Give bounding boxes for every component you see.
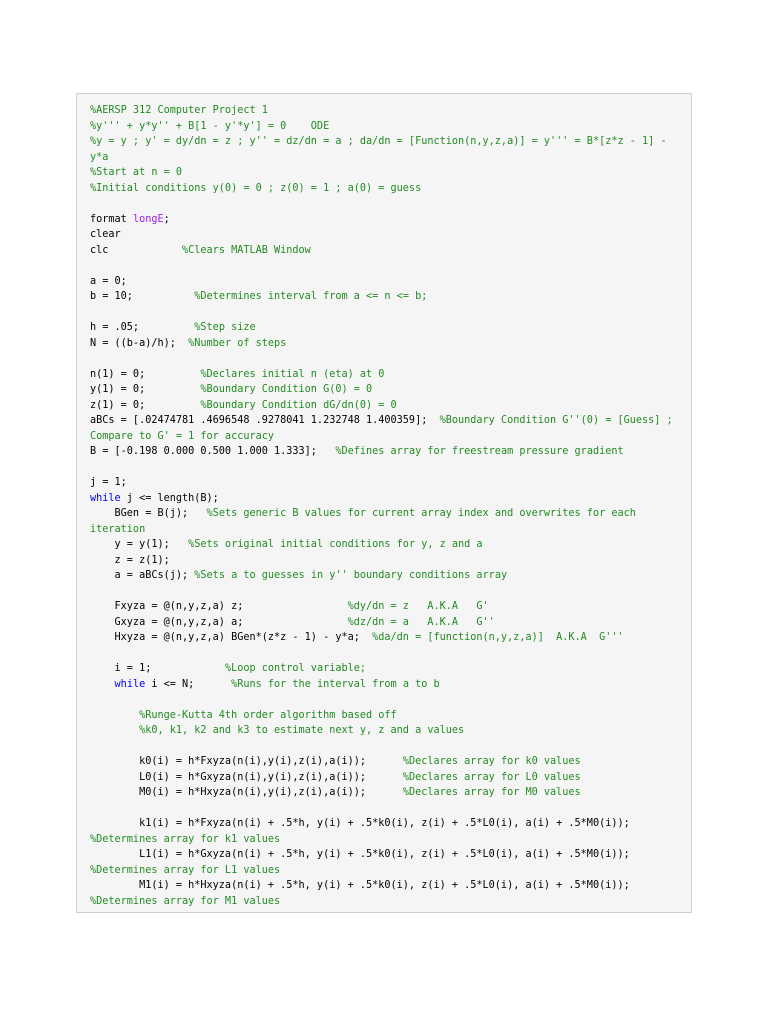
code-line bbox=[90, 336, 691, 352]
code-text: i <= N; bbox=[145, 678, 232, 690]
code-line bbox=[90, 630, 691, 646]
code-text: L1(i) = h*Gxyza(n(i) + .5*h, y(i) + .5*k0(i), z(i) + .5*L0(i), a(i) + .5*M0(i)); bbox=[90, 849, 630, 860]
code-text: y(1) = 0; bbox=[90, 384, 201, 395]
code-comment: %Boundary Condition G(0) = 0 bbox=[200, 384, 373, 395]
code-comment: %Declares array for L0 values bbox=[402, 771, 581, 783]
code-comment: %Clears MATLAB Window bbox=[182, 244, 311, 256]
code-line bbox=[90, 785, 691, 801]
blank-line bbox=[90, 801, 691, 817]
code-line bbox=[90, 274, 691, 290]
code-comment: %Determines array for L1 values bbox=[90, 864, 281, 876]
code-comment: %Determines array for M1 values bbox=[90, 895, 281, 907]
code-text: M1(i) = h*Hxyza(n(i) + .5*h, y(i) + .5*k0(i), z(i) + .5*L0(i), a(i) + .5*M0(i)); bbox=[90, 880, 630, 891]
code-line bbox=[90, 878, 691, 894]
code-line bbox=[90, 413, 691, 429]
code-line bbox=[90, 165, 691, 181]
code-comment: iteration bbox=[90, 523, 146, 535]
code-text: Fxyza = @(n,y,z,a) z; bbox=[90, 601, 348, 612]
code-comment: %y = y ; y' = dy/dn = z ; y'' = dz/dn = a ; da/dn = [Function(n,y,z,a)] = y''' = B*[z*z - 1] - bbox=[90, 136, 667, 147]
code-comment: %Boundary Condition dG/dn(0) = 0 bbox=[200, 399, 397, 411]
code-comment: %Sets original initial conditions for y, z and a bbox=[188, 539, 483, 550]
code-line bbox=[90, 103, 691, 119]
matlab-code-listing bbox=[90, 103, 691, 909]
code-panel bbox=[76, 93, 692, 913]
code-line bbox=[90, 568, 691, 584]
code-text: j <= length(B); bbox=[120, 492, 219, 504]
code-text: b = 10; bbox=[90, 291, 195, 302]
code-comment: %Defines array for freestream pressure gradient bbox=[335, 446, 624, 457]
code-line bbox=[90, 816, 691, 832]
code-line bbox=[90, 599, 691, 615]
code-keyword: while bbox=[114, 678, 146, 690]
code-comment: %Sets a to guesses in y'' boundary conditions array bbox=[194, 570, 508, 581]
code-line bbox=[90, 134, 691, 150]
code-comment: %AERSP 312 Computer Project 1 bbox=[90, 105, 268, 116]
code-comment: %Declares array for M0 values bbox=[402, 787, 581, 798]
code-text: a = aBCs(j); bbox=[90, 570, 195, 581]
code-text: format bbox=[90, 213, 133, 225]
code-comment: %Determines array for k1 values bbox=[90, 833, 281, 845]
blank-line bbox=[90, 692, 691, 708]
code-text: k1(i) = h*Fxyza(n(i) + .5*h, y(i) + .5*k0(i), z(i) + .5*L0(i), a(i) + .5*M0(i)); bbox=[90, 818, 630, 829]
blank-line bbox=[90, 460, 691, 476]
code-comment: %Number of steps bbox=[188, 337, 287, 349]
code-line bbox=[90, 444, 691, 460]
code-line bbox=[90, 491, 691, 507]
code-text: j = 1; bbox=[90, 477, 127, 488]
code-line bbox=[90, 382, 691, 398]
code-comment: %Initial conditions y(0) = 0 ; z(0) = 1 ; a(0) = guess bbox=[90, 182, 422, 194]
code-line bbox=[90, 553, 691, 569]
code-line bbox=[90, 723, 691, 739]
code-line bbox=[90, 615, 691, 631]
code-line bbox=[90, 181, 691, 197]
code-line bbox=[90, 243, 691, 259]
code-line bbox=[90, 150, 691, 166]
code-comment: %Runge-Kutta 4th order algorithm based off bbox=[90, 709, 397, 721]
code-comment: y*a bbox=[90, 151, 109, 163]
code-comment: %Step size bbox=[194, 322, 256, 333]
code-line bbox=[90, 367, 691, 383]
blank-line bbox=[90, 351, 691, 367]
code-comment: %y''' + y*y'' + B[1 - y'*y'] = 0 ODE bbox=[90, 120, 330, 132]
code-comment: Compare to G' = 1 for accuracy bbox=[90, 430, 275, 442]
code-comment: %Determines interval from a <= n <= b; bbox=[194, 291, 428, 302]
code-line bbox=[90, 522, 691, 538]
code-text: z = z(1); bbox=[90, 554, 170, 566]
code-text: h = .05; bbox=[90, 322, 195, 333]
code-comment: %Start at n = 0 bbox=[90, 167, 183, 178]
code-line bbox=[90, 506, 691, 522]
code-line bbox=[90, 537, 691, 553]
code-comment: %Boundary Condition G''(0) = [Guess] ; bbox=[439, 415, 673, 426]
code-text: B = [-0.198 0.000 0.500 1.000 1.333]; bbox=[90, 446, 336, 457]
blank-line bbox=[90, 258, 691, 274]
code-text bbox=[90, 679, 115, 690]
code-text: aBCs = [.02474781 .4696548 .9278041 1.232748 1.400359]; bbox=[90, 415, 440, 426]
code-comment: %Declares initial n (eta) at 0 bbox=[200, 368, 385, 380]
blank-line bbox=[90, 196, 691, 212]
code-keyword: while bbox=[90, 492, 121, 504]
code-comment: %Sets generic B values for current array index and overwrites for each bbox=[206, 508, 636, 519]
blank-line bbox=[90, 646, 691, 662]
code-text: clear bbox=[90, 229, 121, 240]
code-line bbox=[90, 661, 691, 677]
code-line bbox=[90, 398, 691, 414]
code-text: a = 0; bbox=[90, 275, 127, 287]
code-line bbox=[90, 429, 691, 445]
blank-line bbox=[90, 584, 691, 600]
code-text: N = ((b-a)/h); bbox=[90, 337, 189, 349]
blank-line bbox=[90, 305, 691, 321]
blank-line bbox=[90, 739, 691, 755]
code-line bbox=[90, 894, 691, 910]
code-line bbox=[90, 212, 691, 228]
code-line bbox=[90, 677, 691, 693]
code-line bbox=[90, 289, 691, 305]
code-line bbox=[90, 119, 691, 135]
code-line bbox=[90, 227, 691, 243]
code-line bbox=[90, 863, 691, 879]
code-text: M0(i) = h*Hxyza(n(i),y(i),z(i),a(i)); bbox=[90, 787, 403, 798]
code-line bbox=[90, 475, 691, 491]
code-text: clc bbox=[90, 244, 183, 256]
code-text: Hxyza = @(n,y,z,a) BGen*(z*z - 1) - y*a; bbox=[90, 632, 373, 643]
code-line bbox=[90, 320, 691, 336]
code-comment: %Loop control variable; bbox=[224, 663, 367, 674]
code-text: i = 1; bbox=[90, 663, 225, 674]
code-string: longE bbox=[132, 213, 164, 225]
code-comment: %da/dn = [function(n,y,z,a)] A.K.A G''' bbox=[372, 632, 624, 643]
code-comment: %dy/dn = z A.K.A G' bbox=[347, 601, 489, 612]
code-text: Gxyza = @(n,y,z,a) a; bbox=[90, 616, 348, 628]
code-text: L0(i) = h*Gxyza(n(i),y(i),z(i),a(i)); bbox=[90, 771, 403, 783]
code-line bbox=[90, 754, 691, 770]
code-text: z(1) = 0; bbox=[90, 399, 201, 411]
code-line bbox=[90, 770, 691, 786]
code-comment: %dz/dn = a A.K.A G'' bbox=[347, 616, 495, 628]
code-line bbox=[90, 847, 691, 863]
code-text: ; bbox=[163, 213, 170, 225]
code-line bbox=[90, 708, 691, 724]
code-text: BGen = B(j); bbox=[90, 508, 207, 519]
code-text: k0(i) = h*Fxyza(n(i),y(i),z(i),a(i)); bbox=[90, 756, 403, 767]
code-comment: %Runs for the interval from a to b bbox=[231, 678, 440, 690]
code-text: y = y(1); bbox=[90, 539, 189, 550]
code-text: n(1) = 0; bbox=[90, 368, 201, 380]
code-line bbox=[90, 832, 691, 848]
code-comment: %Declares array for k0 values bbox=[402, 756, 581, 767]
code-comment: %k0, k1, k2 and k3 to estimate next y, z and a values bbox=[90, 725, 465, 736]
